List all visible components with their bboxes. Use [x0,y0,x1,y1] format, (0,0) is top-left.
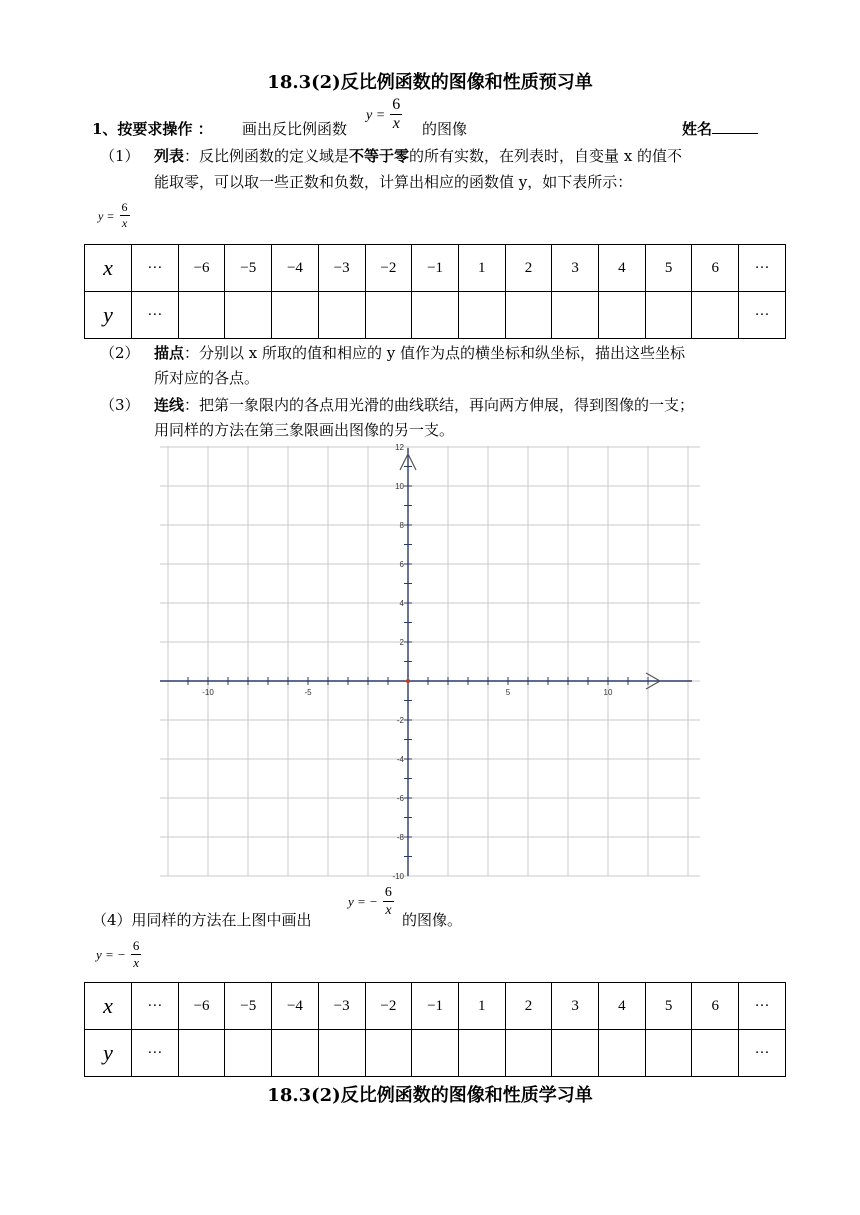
table1-numerator: 6 [121,200,128,214]
step1-text1: ：反比例函数的定义域是 [184,147,350,165]
grid-lines [160,446,700,876]
table2-y-cell[interactable] [365,1030,412,1077]
table2-y-cell[interactable] [552,1030,599,1077]
y-tick-label: 12 [395,443,404,452]
name-blank[interactable] [712,119,758,134]
step4-prefix: （4）用同样的方法在上图中画出 [92,911,312,929]
task-instruction [242,118,347,140]
y-tick-label: -8 [396,833,404,842]
table2-x-cell: 5 [645,983,692,1030]
table2-x-cell: ··· [132,983,179,1030]
table1-fraction [120,200,130,231]
step1-number: （1） [100,147,140,165]
origin-point [406,679,410,683]
x-tick-label: 5 [505,688,511,697]
table1-x-header: x [85,245,132,292]
table1-x-cell: 1 [458,245,505,292]
table1-x-cell: 4 [599,245,646,292]
table2-lhs: y = − [96,947,126,962]
table2-y-cell[interactable] [645,1030,692,1077]
formula-denominator: x [392,115,400,132]
y-tick-label: -10 [392,872,404,881]
table1-y-cell[interactable] [412,292,459,339]
table2-x-cell: −6 [178,983,225,1030]
table2-x-cell: −1 [412,983,459,1030]
y-tick-label: 10 [395,482,404,491]
step2-bold: 描点 [154,344,185,362]
table2-y-cell[interactable] [225,1030,272,1077]
table1-function-label [98,200,130,231]
table1-denominator: x [121,216,128,230]
table1-y-cell[interactable] [505,292,552,339]
table1-x-cell: −1 [412,245,459,292]
table2-x-cell: −5 [225,983,272,1030]
table2-row-y [85,1030,786,1077]
table1-x-cell: 6 [692,245,739,292]
table2-x-cell: 3 [552,983,599,1030]
axes [160,448,692,876]
step2-text1: ：分别以 x 所取的值和相应的 y 值作为点的横坐标和纵坐标，描出这些坐标 [184,344,686,362]
table2-y-cell[interactable] [318,1030,365,1077]
table2-y-cell: ··· [132,1030,179,1077]
y-tick-label: -6 [396,794,404,803]
step1-bold: 列表 [154,147,185,165]
table1-x-cell: −4 [272,245,319,292]
table1-y-cell[interactable] [272,292,319,339]
table2-x-cell: 6 [692,983,739,1030]
table1-y-cell[interactable] [225,292,272,339]
name-label: 姓名 [682,120,713,138]
table1-y-cell: ··· [739,292,786,339]
table1-x-cell: 2 [505,245,552,292]
table2-y-cell[interactable] [272,1030,319,1077]
y-tick-label: -4 [396,755,404,764]
table2-x-cell: −3 [318,983,365,1030]
instruction-prefix: 画出反比例函数 [242,120,348,138]
table1-y-cell[interactable] [365,292,412,339]
formula-fraction [390,96,402,133]
table2-y-cell: ··· [739,1030,786,1077]
table1-y-cell: ··· [132,292,179,339]
table1-y-cell[interactable] [552,292,599,339]
step1-text [154,145,682,167]
step1-bold2: 不等于零 [349,147,410,165]
step2-number: （2） [100,344,140,362]
value-table-1 [84,244,786,339]
table1-lhs: y = [98,209,115,223]
table1-x-cell: −5 [225,245,272,292]
step4-numerator: 6 [384,885,392,900]
step4-fraction [383,884,394,919]
formula-lhs: y = [366,108,386,123]
step4-denominator: x [385,903,392,918]
table1-y-header: y [85,292,132,339]
y-tick-label: 2 [399,638,404,647]
coordinate-grid[interactable] [160,443,700,881]
y-tick-label: 8 [399,521,404,530]
y-tick-label: 4 [399,599,404,608]
task-heading-label: 1、按要求操作 ： [92,120,213,138]
table1-x-cell: −6 [178,245,225,292]
step2-text [154,342,685,364]
task-heading [92,118,213,140]
y-tick-label: -2 [396,716,404,725]
table2-x-cell: 2 [505,983,552,1030]
table1-y-cell[interactable] [645,292,692,339]
table2-x-cell: 4 [599,983,646,1030]
table1-y-cell[interactable] [178,292,225,339]
table2-x-cell: −4 [272,983,319,1030]
table2-y-header: y [85,1030,132,1077]
table1-x-cell: ··· [132,245,179,292]
step3-bold: 连线 [154,396,185,414]
x-tick-label: -10 [202,688,214,697]
table2-row-x [85,983,786,1030]
table2-function-label [96,938,141,971]
instruction-suffix: 的图像 [422,120,468,138]
x-tick-label: 10 [603,688,613,697]
x-tick-label: -5 [304,688,312,697]
table1-y-cell[interactable] [458,292,505,339]
step3-text [154,394,694,416]
table2-x-cell: ··· [739,983,786,1030]
table1-x-cell: −2 [365,245,412,292]
table1-y-cell[interactable] [599,292,646,339]
step3-line2: 用同样的方法在第三象限画出图像的另一支。 [154,421,455,439]
table2-numerator: 6 [132,938,140,953]
table2-fraction [131,938,142,971]
table2-y-cell[interactable] [599,1030,646,1077]
table2-y-cell[interactable] [412,1030,459,1077]
step3-number: （3） [100,396,140,414]
value-table-2 [84,982,786,1077]
table2-y-cell[interactable] [458,1030,505,1077]
table1-x-cell: −3 [318,245,365,292]
step3-text1: ：把第一象限内的各点用光滑的曲线联结，再向两方伸展，得到图像的一支； [184,396,695,414]
step2-line2: 所对应的各点。 [154,369,260,387]
table1-row-y [85,292,786,339]
table1-x-cell: ··· [739,245,786,292]
table1-x-cell: 3 [552,245,599,292]
table2-y-cell[interactable] [505,1030,552,1077]
function-formula [366,96,402,133]
table2-x-cell: 1 [458,983,505,1030]
page-title: 18.3(2)反比例函数的图像和性质预习单 [267,72,593,93]
y-tick-label: 6 [399,560,404,569]
table1-y-cell[interactable] [318,292,365,339]
formula-numerator: 6 [392,96,401,113]
table1-y-cell[interactable] [692,292,739,339]
step4-lhs: y = − [348,894,378,909]
table2-y-cell[interactable] [692,1030,739,1077]
name-field [682,118,758,140]
table2-denominator: x [133,955,140,970]
table1-x-cell: 5 [645,245,692,292]
footer-title: 18.3(2)反比例函数的图像和性质学习单 [267,1085,593,1106]
step1-line2: 能取零，可以取一些正数和负数，计算出相应的函数值 y，如下表所示： [154,173,633,191]
table2-y-cell[interactable] [178,1030,225,1077]
table2-x-cell: −2 [365,983,412,1030]
table1-row-x [85,245,786,292]
step4-suffix: 的图像。 [402,911,463,929]
table2-x-header: x [85,983,132,1030]
step1-text2: 的所有实数，在列表时，自变量 x 的值不 [409,147,683,165]
step4-formula [348,884,394,919]
